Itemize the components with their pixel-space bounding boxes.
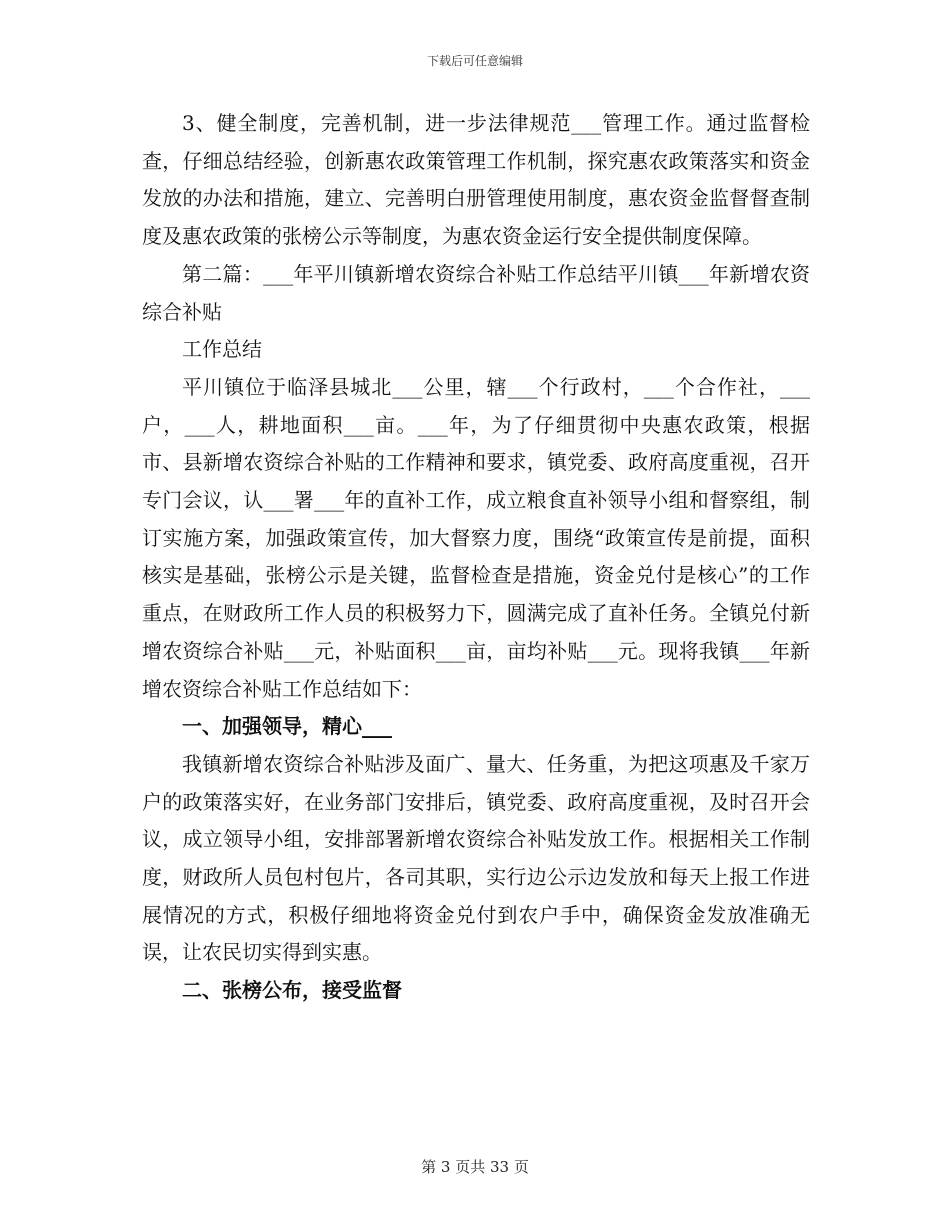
- paragraph-1: 3、健全制度，完善机制，进一步法律规范___管理工作。通过监督检查，仔细总结经验，创新惠农政策管理工作机制，探究惠农政策落实和资金发放的办法和措施，建立、完善明白册管理使用制度，惠农资金监督督查制度及惠农政策的张榜公示等制度，为惠农资金运行安全提供制度保障。: [142, 111, 810, 249]
- document-body: [142, 105, 810, 1010]
- page-header: 下载后可任意编辑: [426, 54, 523, 68]
- paragraph-3: 工作总结: [182, 337, 262, 362]
- paragraph-2: 第二篇：___年平川镇新增农资综合补贴工作总结平川镇___年新增农资综合补贴: [142, 261, 810, 324]
- section-heading-2: 二、张榜公布，接受监督: [182, 978, 402, 1003]
- section-heading-1: 一、加强领导，精心___: [182, 714, 392, 739]
- paragraph-5: 我镇新增农资综合补贴涉及面广、量大、任务重，为把这项惠及千家万户的政策落实好，在业务部门安排后，镇党委、政府高度重视，及时召开会议，成立领导小组，安排部署新增农资综合补贴发放工作。根据相关工作制度，财政所人员包村包片，各司其职，实行边公示边发放和每天上报工作进展情况的方式，积极仔细地将资金兑付到农户手中，确保资金发放准确无误，让农民切实得到实惠。: [142, 751, 810, 965]
- paragraph-4: 平川镇位于临泽县城北___公里，辖___个行政村，___个合作社，___户，___人，耕地面积___亩。___年，为了仔细贯彻中央惠农政策，根据市、县新增农资综合补贴的工作精神和要求，镇党委、政府高度重视，召开专门会议，认___署___年的直补工作，成立粮食直补领导小组和督察组，制订实施方案，加强政策宣传，加大督察力度，围绕“政策宣传是前提，面积核实是基础，张榜公示是关键，监督检查是措施，资金兑付是核心”的工作重点，在财政所工作人员的积极努力下，圆满完成了直补任务。全镇兑付新增农资综合补贴___元，补贴面积___亩，亩均补贴___元。现将我镇___年新增农资综合补贴工作总结如下：: [142, 374, 810, 701]
- page-footer: 第 3 页共 33 页: [421, 1158, 529, 1176]
